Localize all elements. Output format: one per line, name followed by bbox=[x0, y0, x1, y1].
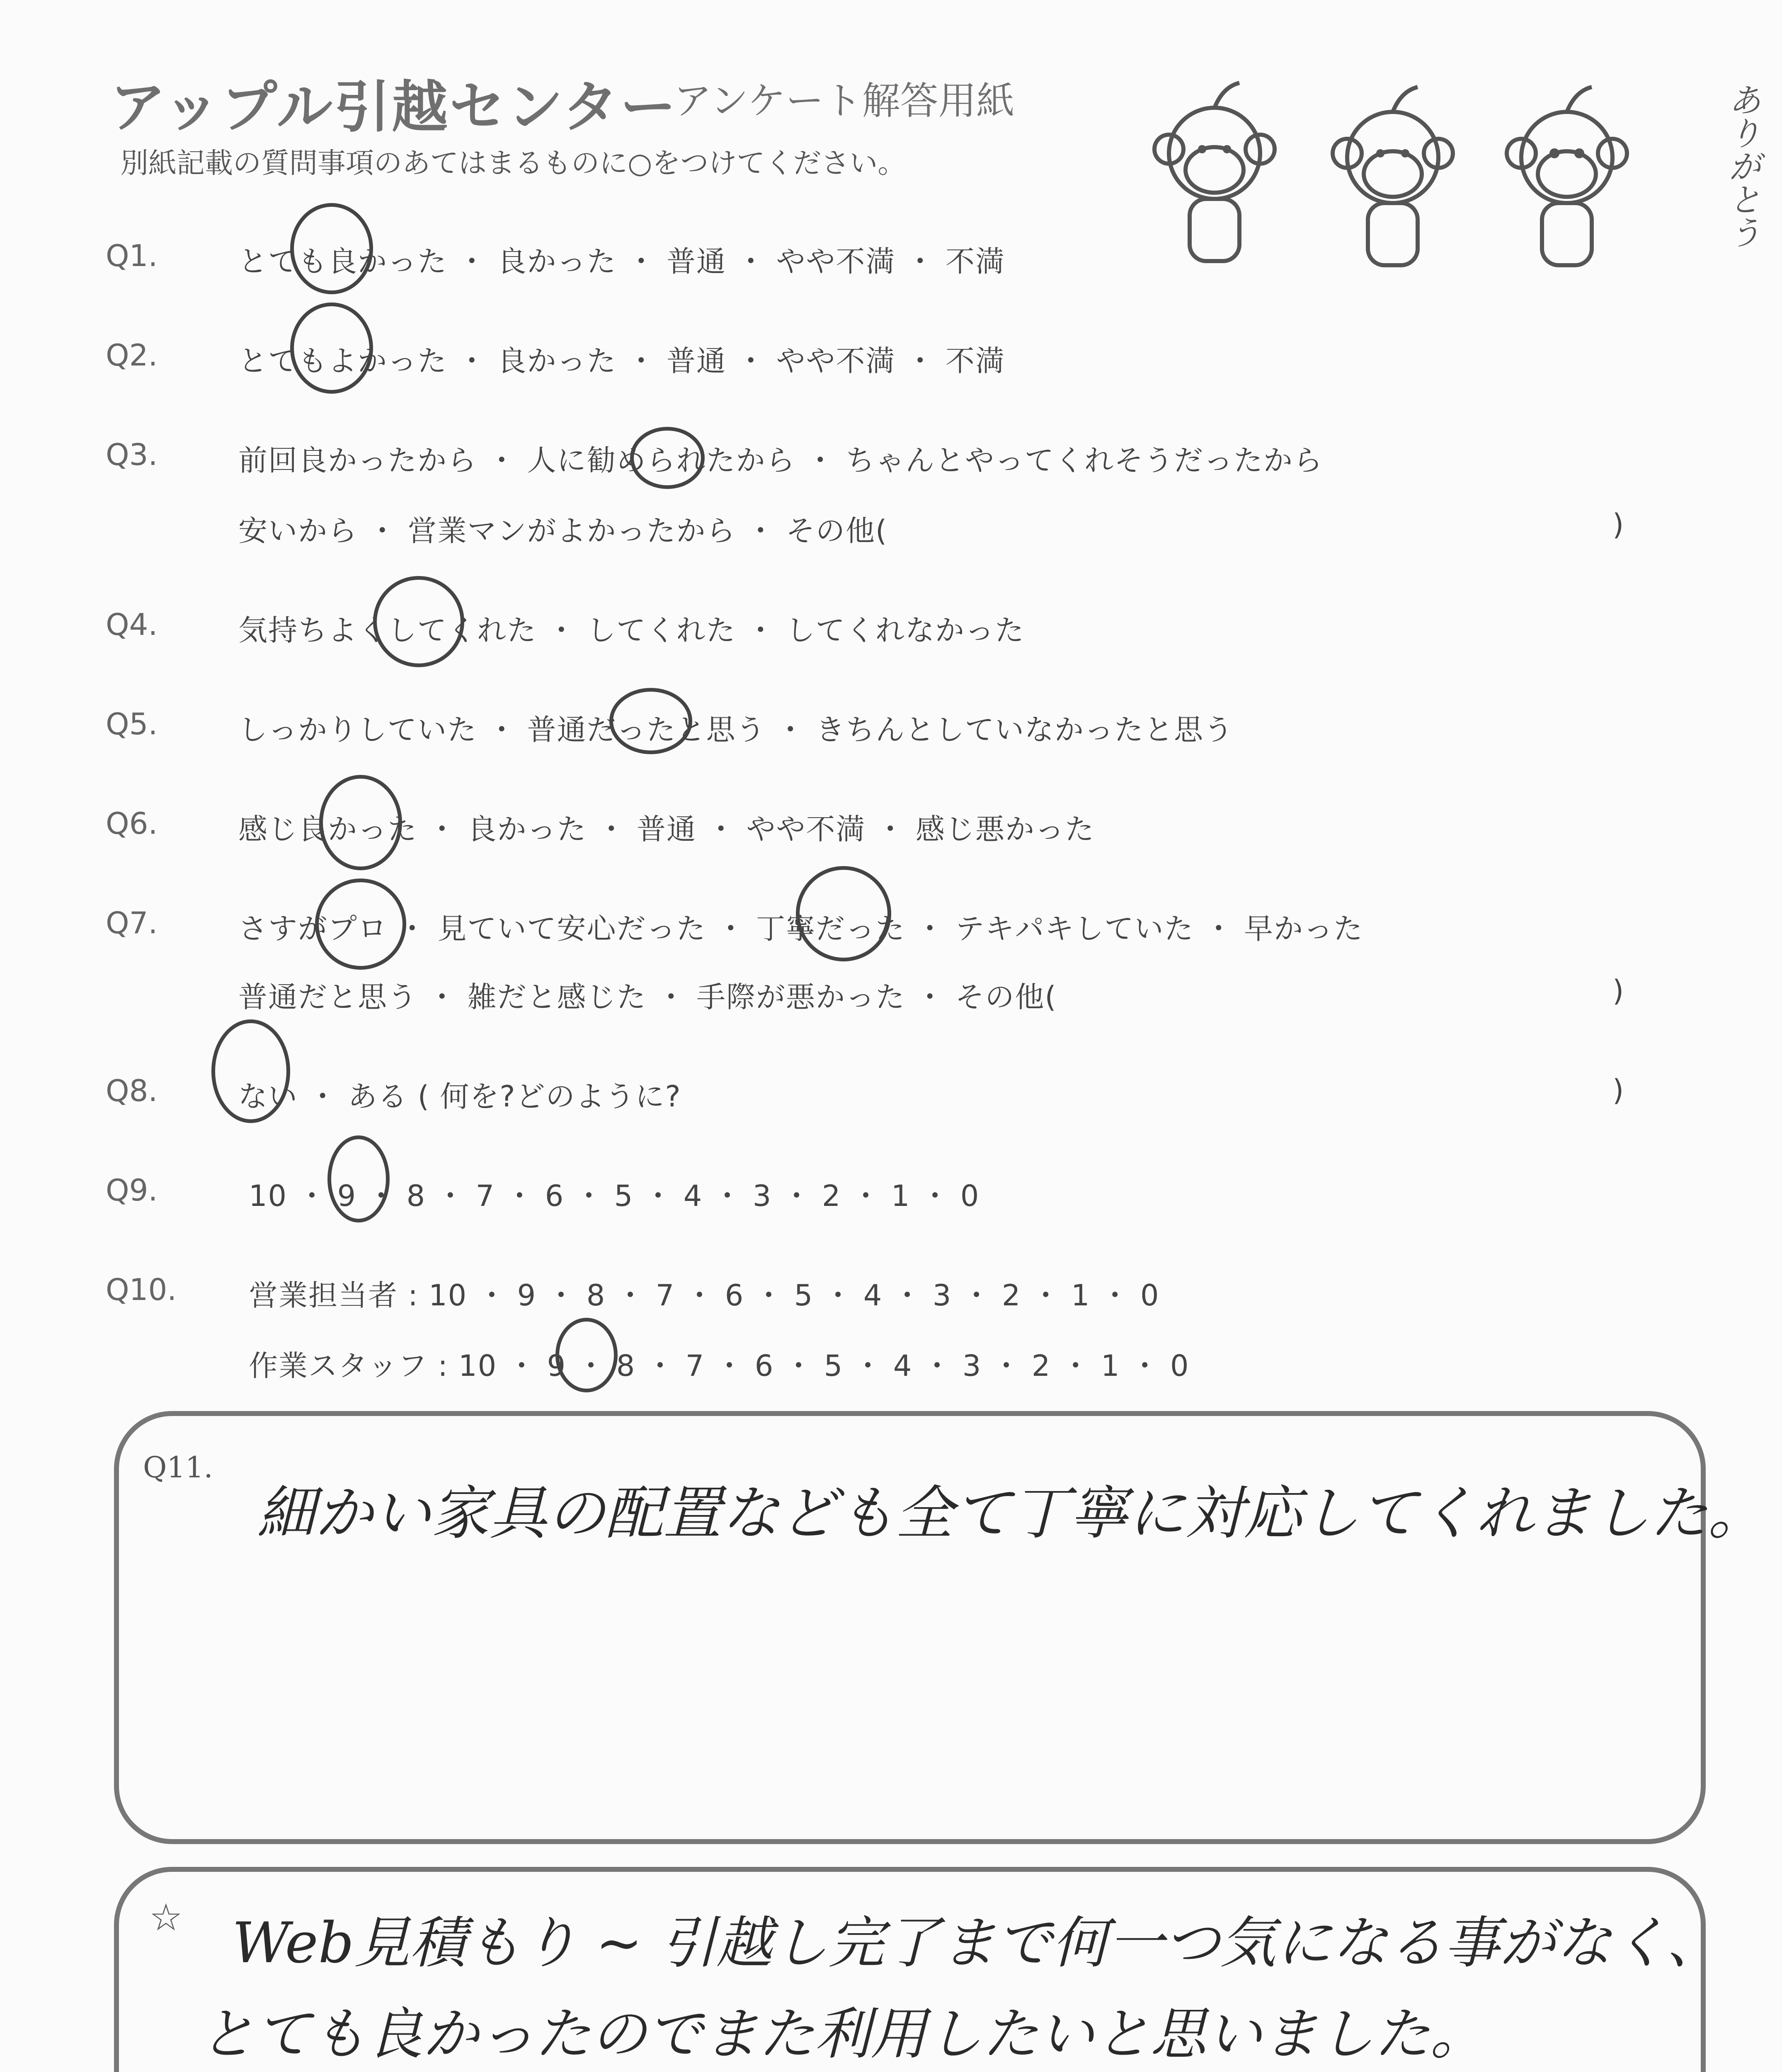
question-number: Q9. bbox=[106, 1173, 158, 1208]
form-title: アップル引越センター bbox=[110, 75, 678, 140]
question-options-line2: 普通だと思う ・ 雑だと感じた ・ 手際が悪かった ・ その他( bbox=[238, 980, 1057, 1014]
question-options-line2: 安いから ・ 営業マンがよかったから ・ その他( bbox=[238, 514, 888, 548]
closing-paren: ) bbox=[1612, 974, 1624, 1008]
monkey-mascots-illustration bbox=[1152, 66, 1700, 282]
thanks-badge: ありがとう bbox=[1723, 83, 1761, 249]
question-number: Q5. bbox=[106, 707, 158, 741]
question-options: とてもよかった ・ 良かった ・ 普通 ・ やや不満 ・ 不満 bbox=[238, 344, 1006, 378]
question-options: 営業担当者 : 10 ・ 9 ・ 8 ・ 7 ・ 6 ・ 5 ・ 4 ・ 3 ・ 2 ・ 1 ・ 0 bbox=[249, 1278, 1160, 1312]
selection-circle bbox=[609, 688, 692, 754]
question-number: Q6. bbox=[106, 806, 158, 841]
question-options: ない ・ ある ( 何を?どのように? bbox=[238, 1080, 681, 1113]
question-number: Q3. bbox=[106, 437, 158, 472]
question-options: 気持ちよくしてくれた ・ してくれた ・ してくれなかった bbox=[238, 613, 1025, 647]
question-number: Q7. bbox=[106, 905, 158, 940]
question-number: Q8. bbox=[106, 1073, 158, 1108]
selection-circle bbox=[211, 1019, 290, 1123]
selection-circle bbox=[319, 775, 402, 870]
question-options-line2: 作業スタッフ : 10 ・ 9 ・ 8 ・ 7 ・ 6 ・ 5 ・ 4 ・ 3 ・ 2 ・ 1 ・ 0 bbox=[249, 1349, 1190, 1383]
question-options: 10 ・ 9 ・ 8 ・ 7 ・ 6 ・ 5 ・ 4 ・ 3 ・ 2 ・ 1 ・ 0 bbox=[249, 1179, 980, 1213]
selection-circle bbox=[555, 1318, 618, 1392]
selection-circle bbox=[327, 1135, 390, 1222]
question-number: Q2. bbox=[106, 338, 158, 373]
question-options: 感じ良かった ・ 良かった ・ 普通 ・ やや不満 ・ 感じ悪かった bbox=[238, 812, 1095, 846]
selection-circle bbox=[290, 203, 373, 294]
question-options: さすがプロ ・ 見ていて安心だった ・ 丁寧だった ・ テキパキしていた ・ 早かった bbox=[238, 912, 1364, 946]
selection-circle bbox=[373, 576, 464, 667]
instruction-text: 別紙記載の質問事項のあてはまるものに○をつけてください。 bbox=[120, 147, 906, 180]
selection-circle bbox=[290, 303, 373, 394]
form-subtitle: アンケート解答用紙 bbox=[674, 79, 1015, 123]
selection-circle bbox=[315, 879, 406, 970]
selection-circle bbox=[630, 427, 705, 489]
closing-paren: ) bbox=[1612, 1073, 1624, 1107]
selection-circle bbox=[796, 866, 891, 961]
q11-handwritten-answer: 細かい家具の配置なども全て丁寧に対応してくれました。 bbox=[257, 1480, 1766, 1547]
question-number: Q4. bbox=[106, 607, 158, 642]
question-number: Q10. bbox=[106, 1272, 177, 1307]
question-options: しっかりしていた ・ 普通だったと思う ・ きちんとしていなかったと思う bbox=[238, 713, 1234, 747]
question-options: 前回良かったから ・ 人に勧められたから ・ ちゃんとやってくれそうだったから bbox=[238, 443, 1324, 477]
comment-line: とても良かったのでまた利用したいと思いました。 bbox=[199, 2002, 1486, 2067]
star-icon: ☆ bbox=[149, 1896, 183, 1939]
question-number: Q1. bbox=[106, 238, 158, 273]
closing-paren: ) bbox=[1612, 508, 1624, 542]
question-options: とても良かった ・ 良かった ・ 普通 ・ やや不満 ・ 不満 bbox=[238, 244, 1006, 278]
comment-line: Web見積もり ~ 引越し完了まで何一つ気になる事がなく、 bbox=[232, 1910, 1723, 1975]
q11-label: Q11. bbox=[143, 1450, 213, 1484]
